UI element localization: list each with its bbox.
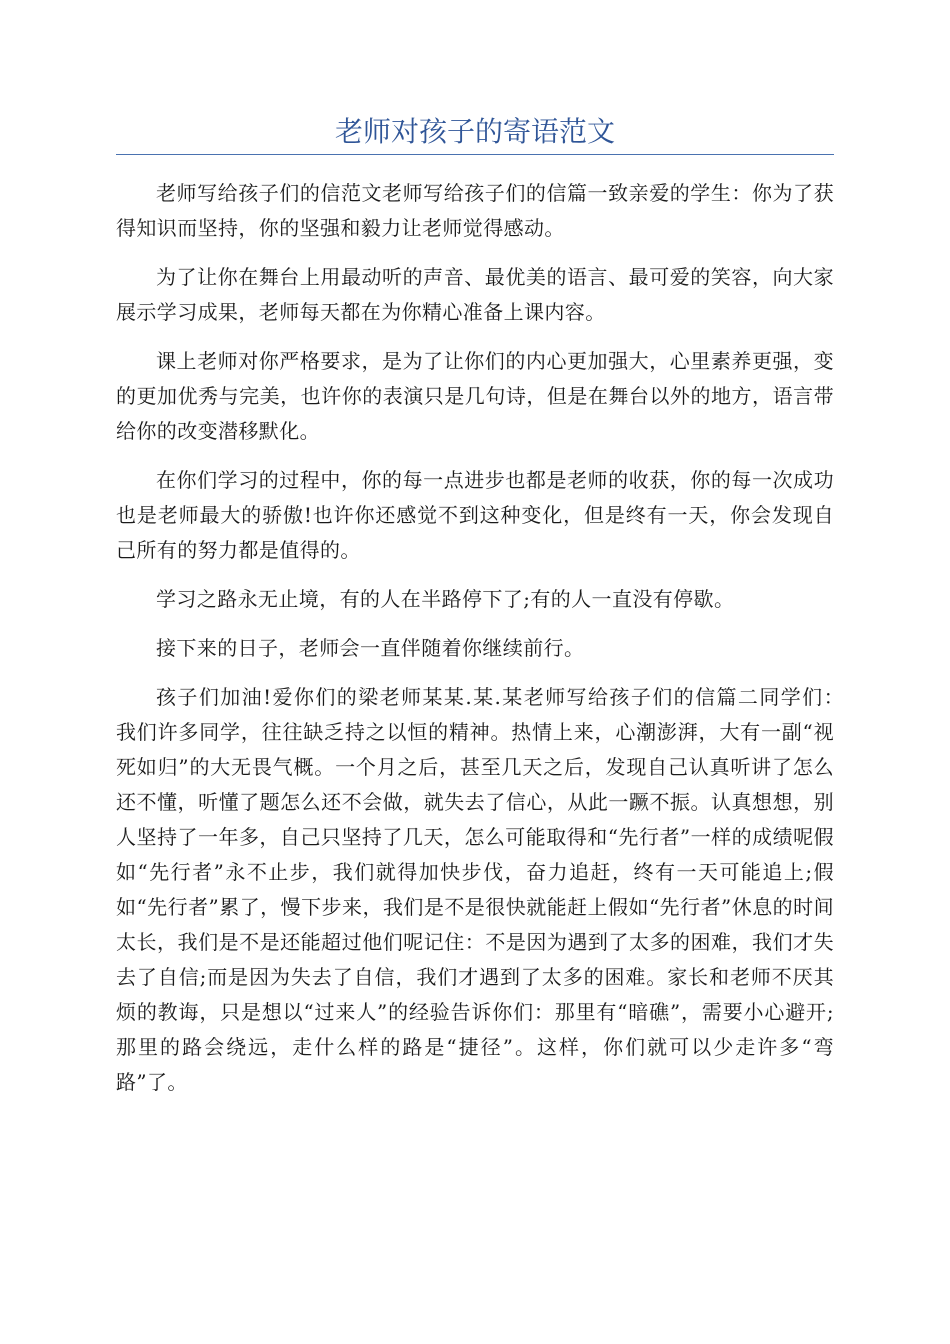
paragraph-6: 接下来的日子，老师会一直伴随着你继续前行。 <box>156 636 585 660</box>
paragraph-1: 老师写给孩子们的信范文老师写给孩子们的信篇一致亲爱的学生：你为了获得知识而坚持，你的坚强和毅力让老师觉得感动。 <box>116 181 834 240</box>
paragraph-7: 孩子们加油!爱你们的梁老师某某.某.某老师写给孩子们的信篇二同学们： 我们许多同学，往往缺乏持之以恒的精神。热情上来，心潮澎湃，大有一副“视死如归”的大无畏气概。一个月之后，甚至几天之后，发现自己认真听讲了怎么还不懂，听懂了题怎么还不会做，就失去了信心，从此一蹶不振。认真想想，别人坚持了一年多，自己只坚持了几天，怎么可能取得和“先行者”一样的成绩呢假如“先行者”永不止步，我们就得加快步伐，奋力追赶，终有一天可能追上;假如“先行者”累了，慢下步来，我们是不是很快就能赶上假如“先行者”休息的时间太长，我们是不是还能超过他们呢记住：不是因为遇到了太多的困难，我们才失去了自信;而是因为失去了自信，我们才遇到了太多的困难。家长和老师不厌其烦的教诲，只是想以“过来人”的经验告诉你们：那里有“暗礁”，需要小心避开;那里的路会绕远，走什么样的路是“捷径”。这样，你们就可以少走许多“弯路”了。 <box>116 685 855 1094</box>
paragraph-2: 为了让你在舞台上用最动听的声音、最优美的语言、最可爱的笑容，向大家展示学习成果，老师每天都在为你精心准备上课内容。 <box>116 265 834 324</box>
paragraph-4: 在你们学习的过程中，你的每一点进步也都是老师的收获，你的每一次成功也是老师最大的骄傲!也许你还感觉不到这种变化，但是终有一天，你会发现自己所有的努力都是值得的。 <box>116 468 834 562</box>
paragraph-3: 课上老师对你严格要求，是为了让你们的内心更加强大，心里素养更强，变的更加优秀与完美，也许你的表演只是几句诗，但是在舞台以外的地方，语言带给你的改变潜移默化。 <box>116 349 834 443</box>
title-underline <box>116 154 834 155</box>
paragraph-5: 学习之路永无止境，有的人在半路停下了;有的人一直没有停歇。 <box>156 587 735 611</box>
document-body <box>116 176 855 1114</box>
document-title: 老师对孩子的寄语范文 <box>334 115 615 148</box>
